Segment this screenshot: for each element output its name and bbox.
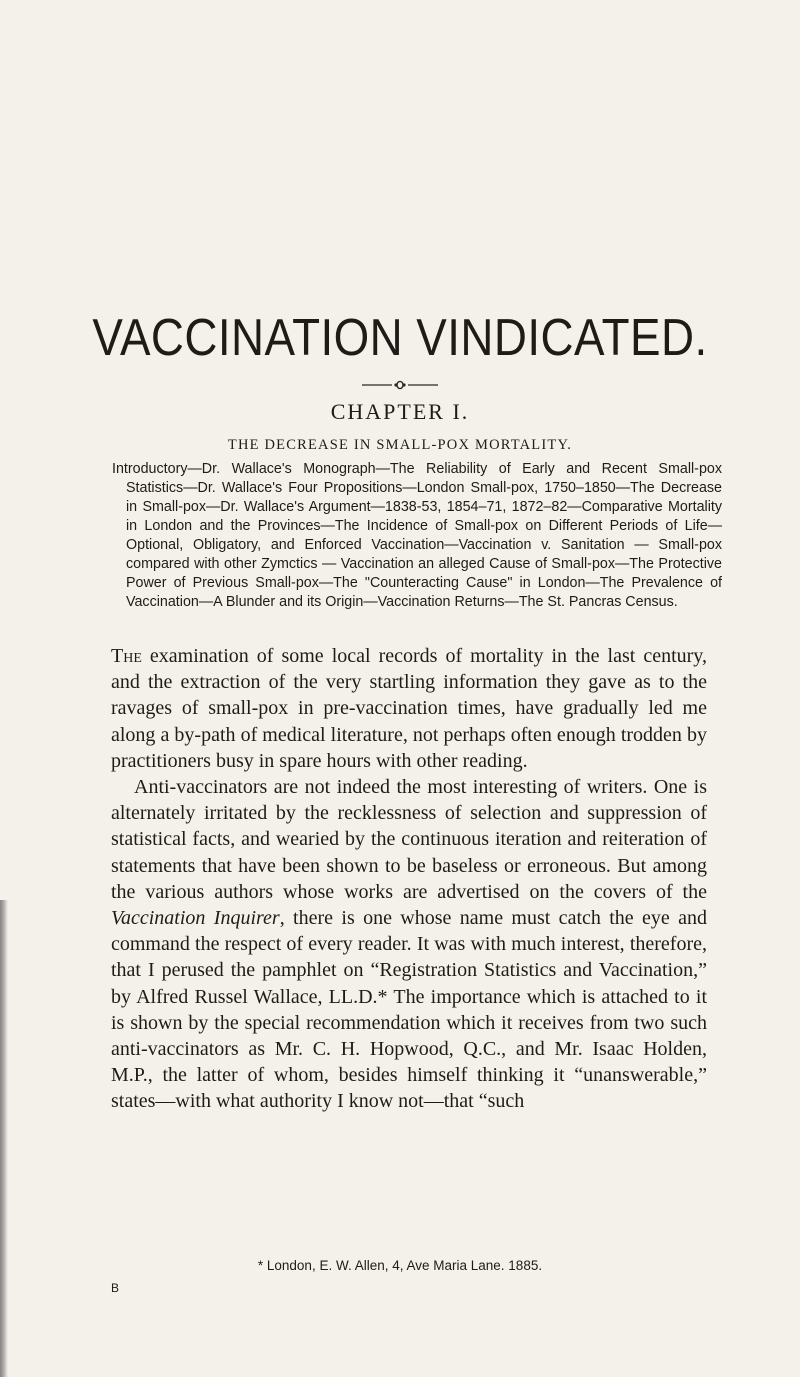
chapter-heading: CHAPTER I. [330, 399, 470, 424]
chapter-synopsis: Introductory—Dr. Wallace's Monograph—The Reliability of Early and Recent Small-pox Statistics—Dr. Wallace's Four Propositions—London Small-pox, 1750–1850—The Decrease in Small-pox—Dr. Wallace's Argument—1838-53, 1854–71, 1872–82—Comparative Mortality in London and the Provinces—The Incidence of Small-pox on Different Periods of Life—Optional, Obligatory, and Enforced Vaccination—Vaccination v. Sanitation — Small-pox compared with other Zymctics — Vaccination an alleged Cause of Small-pox—The Protective Power of Previous Small-pox—The "Counteracting Cause" in London—The Prevalence of Vaccination—A Blunder and its Origin—Vaccination Returns—The St. Pancras Census. [112, 461, 722, 610]
title-ornament-rule [362, 380, 438, 390]
paragraph-2 [111, 774, 707, 1115]
periodical-title: Vaccination Inquirer [111, 907, 280, 930]
paragraph-2-text-b: , there is one whose name must catch the eye and command the respect of every reader. It was with much interest, therefore, that I perused the pamphlet on “Registration Statistics and Vaccination,” by Alfred Russel Wallace, LL.D.* The importance which is attached to it is shown by the special recommendation which it receives from two such anti-vaccinators as Mr. C. H. Hopwood, Q.C., and Mr. Isaac Holden, M.P., the latter of whom, besides himself thinking it “unanswerable,” states—with what authority I know not—that “such [111, 907, 708, 1113]
paragraph-1-lead-word: The [111, 645, 142, 667]
book-title: VACCINATION VINDICATED. [92, 309, 708, 367]
footnote: * London, E. W. Allen, 4, Ave Maria Lane. 1885. [257, 1258, 543, 1273]
signature-mark: B [111, 1281, 120, 1295]
binding-shadow [0, 900, 8, 1377]
paragraph-1-text: examination of some local records of mortality in the last century, and the extraction of the very startling information they gave as to the ravages of small-pox in pre-vaccination times, have gradually led me along a by-path of medical literature, not perhaps often enough trodden by practitioners busy in spare hours with other reading. [111, 645, 707, 772]
paragraph-1 [111, 643, 707, 774]
paragraph-2-text-a: Anti-vaccinators are not indeed the most interesting of writers. One is alternately irritated by the recklessness of selection and suppression of statistical facts, and wearied by the continuous iteration and reiteration of statements that have been shown to be baseless or erroneous. But among the various authors whose works are advertised on the covers of the [111, 776, 707, 903]
chapter-subtitle: THE DECREASE IN SMALL-POX MORTALITY. [227, 437, 573, 453]
body-text [111, 643, 707, 1115]
